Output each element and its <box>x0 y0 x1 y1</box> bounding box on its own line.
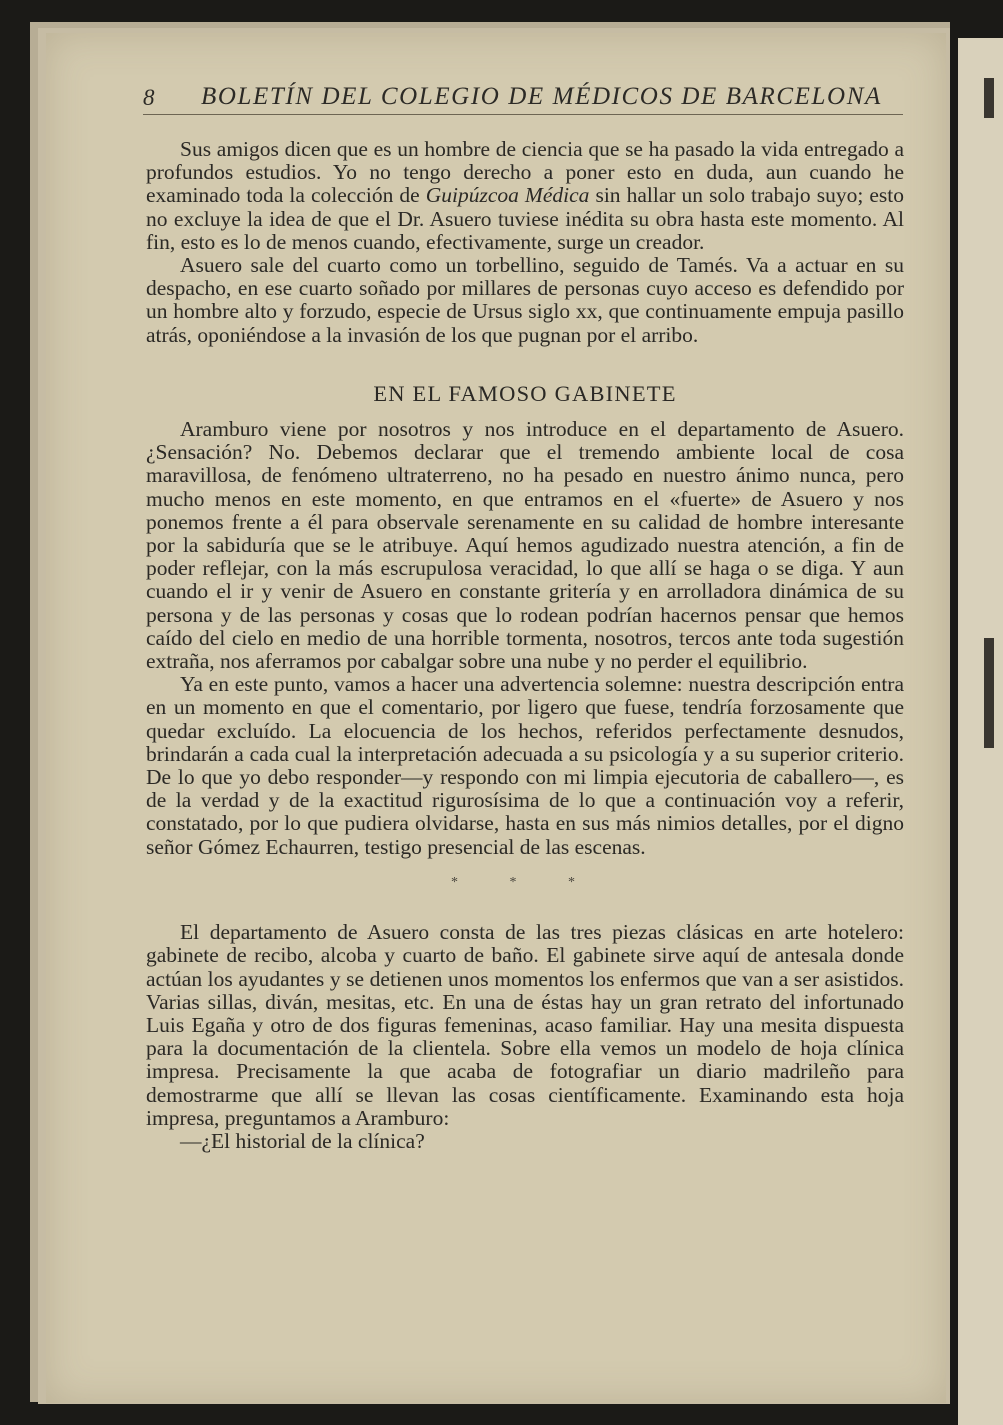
paragraph: Asuero sale del cuarto como un torbellino, seguido de Tamés. Va a actuar en su despacho, en ese cuarto soñado por millares de personas cuyo acceso es defendido por un hombre alto y forzudo, especie de Ursus siglo xx, que continuamente empuja pasillo atrás, oponiéndose a la invasión de los que pugnan por el arribo. <box>146 253 904 347</box>
edge-mark <box>984 638 994 748</box>
page-number: 8 <box>143 85 155 110</box>
paragraph: Ya en este punto, vamos a hacer una advertencia solemne: nuestra descripción entra en un momento en que el comentario, por ligero que fuese, tendría forzosamente que quedar excluído. La elocuencia de los hechos, referidos perfectamente desnudos, brindarán a cada cual la interpretación adecuada a su psicología y a su superior criterio. De lo que yo debo responder—y respondo con mi limpia ejecutoria de caballero—, es de la verdad y de la exactitud rigurosísima de lo que a continuación voy a referir, constatado, por lo que pudiera olvidarse, hasta en sus más nimios detalles, por el digno señor Gómez Echaurren, testigo presencial de las escenas. <box>146 672 904 859</box>
running-header <box>143 78 903 115</box>
section-separator: * * * <box>451 874 599 890</box>
journal-name-italic: Guipúzcoa Médica <box>425 183 590 208</box>
adjacent-page-edge <box>958 38 1003 1425</box>
section-heading: EN EL FAMOSO GABINETE <box>373 380 677 406</box>
article-body <box>146 138 904 1153</box>
paragraph-text: sin hallar un solo trabajo suyo; esto no excluye la idea de que el Dr. Asuero tuviese inédita su obra hasta este momento. Al fin, esto es lo de menos cuando, efectivamente, surge un creador. <box>146 183 904 254</box>
paragraph: Aramburo viene por nosotros y nos introduce en el departamento de Asuero. ¿Sensación? No. Debemos declarar que el tremendo ambiente local de cosa maravillosa, de fenómeno ultraterreno, no ha pesado en nuestro ánimo nunca, pero mucho menos en este momento, en que entramos en el «fuerte» de Asuero y nos ponemos frente a él para observale serenamente en su calidad de hombre interesante por la sabiduría que se le atribuye. Aquí hemos agudizado nuestra atención, a fin de poder reflejar, con la más escrupulosa veracidad, lo que allí se haga o se diga. Y aun cuando el ir y venir de Asuero en constante gritería y en arrolladora dinámica de su persona y de las personas y cosas que lo rodean podrían hacernos pensar que hemos caído del cielo en medio de una horrible tormenta, nosotros, tercos ante toda sugestión extraña, nos aferramos por cabalgar sobre una nube y no perder el equilibrio. <box>146 417 904 674</box>
paragraph: —¿El historial de la clínica? <box>180 1128 425 1153</box>
edge-mark <box>984 78 994 118</box>
paragraph <box>146 138 904 254</box>
paragraph: El departamento de Asuero consta de las tres piezas clásicas en arte hotelero: gabinete de recibo, alcoba y cuarto de baño. El gabinete sirve aquí de antesala donde actúan los ayudantes y se detienen unos momentos los enfermos que van a ser asistidos. Varias sillas, diván, mesitas, etc. En una de éstas hay un gran retrato del infortunado Luis Egaña y otro de dos figuras femeninas, acaso familiar. Hay una mesita dispuesta para la documentación de la clientela. Sobre ella vemos un modelo de hoja clínica impresa. Precisamente la que acaba de fotografiar un diario madrileño para demostrarme que allí se llevan las cosas científicamente. Examinando esta hoja impresa, preguntamos a Aramburo: <box>146 920 904 1130</box>
journal-title: BOLETÍN DEL COLEGIO DE MÉDICOS DE BARCELONA <box>201 83 882 110</box>
paragraph-text: Sus amigos dicen que es un hombre de ciencia que se ha pasado la vida entregado a profundos estudios. Yo no tengo derecho a poner esto en duda, aun cuando he examinado toda la colección de <box>146 137 904 208</box>
